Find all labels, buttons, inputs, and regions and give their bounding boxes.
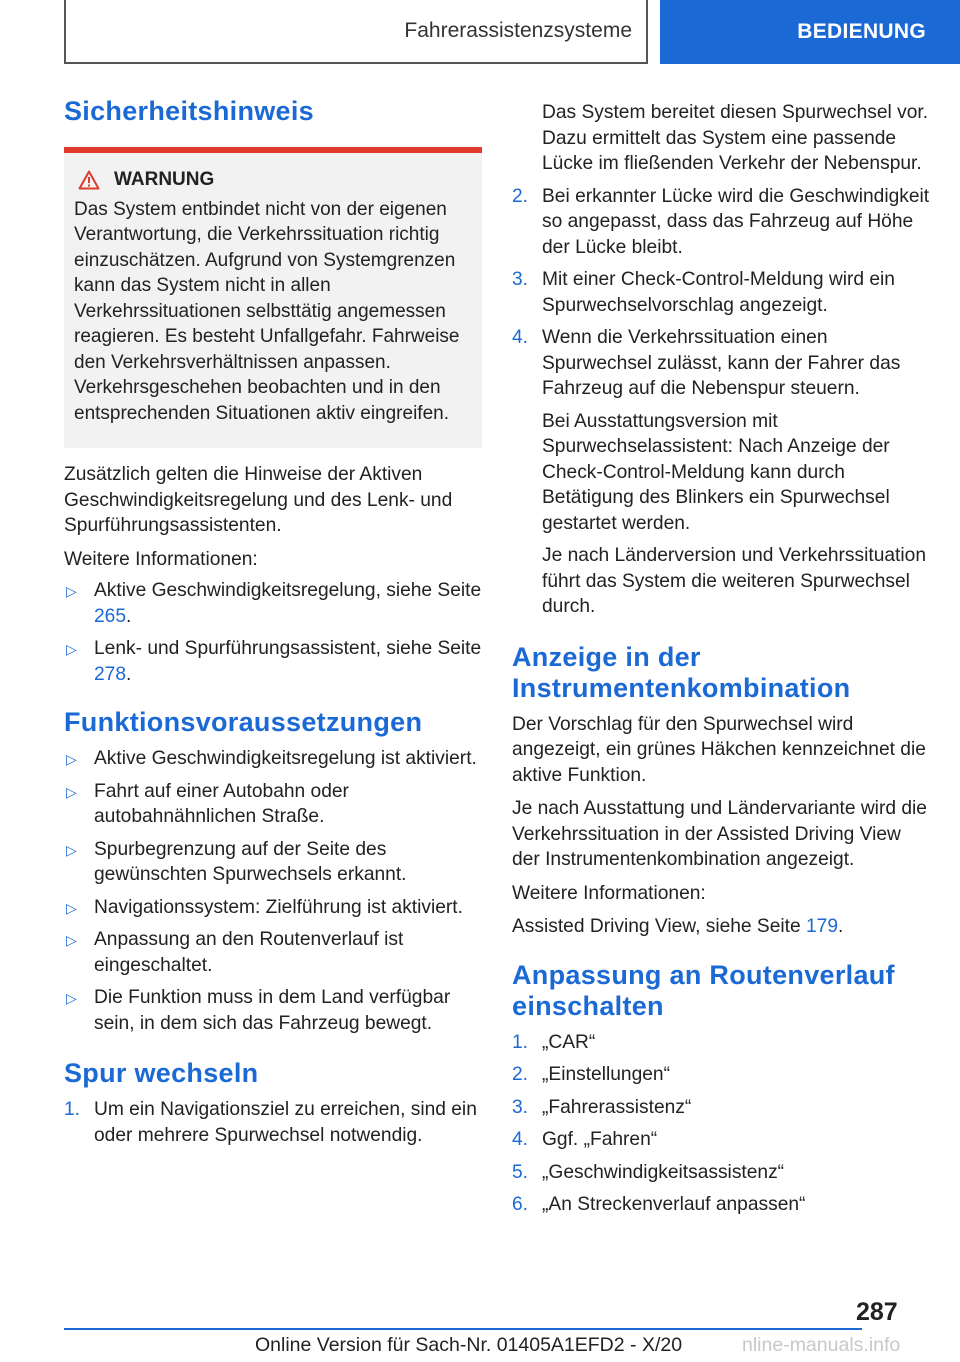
heading-lane-change: Spur wechseln: [64, 1058, 259, 1088]
triangle-bullet-icon: ▷: [66, 751, 77, 767]
header-chapter-tab: [660, 0, 960, 64]
step-number: 4.: [512, 1129, 529, 1150]
footer-watermark: nline-manuals.info: [742, 1334, 901, 1356]
heading-display: Anzeige in der Instrumentenkombination: [512, 641, 851, 703]
page-link-265[interactable]: 265: [94, 605, 127, 627]
route-adaptation-steps: [512, 1030, 932, 1218]
footer-divider: [64, 1328, 862, 1330]
footer-text: Online Version für Sach-Nr. 01405A1EFD2 - X/20: [255, 1334, 683, 1356]
heading-route-adaptation: Anpassung an Routenverlauf einschalten: [512, 959, 895, 1021]
list-item: 4. Wenn die Verkehrssituation einen Spurwechsel zulässt, kann der Fahrer das Fahrzeug auf die Nebenspur steuern. Bei Ausstattungsversion mit Spurwechselassistent: Nach Anzeige der Check-Control-Meldung kann durch Betätigung des Blinkers ein Spurwechsel gestartet werden. Je nach Länderversion und Verkehrssituation führt das System die weiteren Spurwechsel durch.: [512, 325, 932, 620]
paragraph-reference: Assisted Driving View, siehe Seite 179.: [512, 916, 844, 937]
step-number: 2.: [512, 1064, 529, 1085]
step-number: 2.: [512, 185, 529, 207]
list-item: 2. Bei erkannter Lücke wird die Geschwindigkeit so angepasst, dass das Fahrzeug auf Höhe der Lücke bleibt.: [512, 185, 930, 258]
list-item: 6. „An Streckenverlauf anpassen“: [512, 1192, 932, 1218]
page-link-179[interactable]: 179: [806, 916, 839, 937]
step-number: 1.: [512, 1031, 529, 1053]
list-item: 4. Ggf. „Fahren“: [512, 1127, 932, 1153]
warning-title: WARNUNG: [114, 169, 215, 190]
list-item: ▷ Anpassung an den Routenverlauf ist eingeschaltet.: [66, 929, 404, 976]
lane-change-steps: [64, 1097, 482, 1148]
triangle-bullet-icon: ▷: [66, 899, 77, 916]
list-item: 1. Um ein Navigationsziel zu erreichen, sind ein oder mehrere Spurwechsel notwendig.: [64, 1099, 477, 1146]
header-chapter-title: BEDIENUNG: [797, 20, 926, 43]
list-item: ▷ Fahrt auf einer Autobahn oder autobahnähnlichen Straße.: [66, 780, 349, 827]
warning-box: [64, 153, 482, 448]
paragraph-more-info: Weitere Informationen:: [64, 548, 258, 570]
list-item: ▷ Aktive Geschwindigkeitsregelung, siehe Seite 265.: [66, 580, 482, 627]
warning-triangle-icon: [78, 170, 100, 190]
list-item: 1. „CAR“: [512, 1030, 932, 1056]
right-column: [512, 100, 932, 1225]
triangle-bullet-icon: ▷: [66, 641, 77, 657]
list-item: 2. „Einstellungen“: [512, 1062, 932, 1088]
list-item: Das System bereitet diesen Spurwechsel vor. Dazu ermittelt das System eine passende Lücke im fließenden Verkehr der Nebenspur.: [542, 102, 929, 174]
list-item: ▷ Lenk- und Spurführungsassistent, siehe Seite 278.: [66, 638, 482, 685]
list-item: 3. Mit einer Check-Control-Meldung wird ein Spurwechselvorschlag angezeigt.: [512, 269, 895, 316]
list-item: 3. „Fahrerassistenz“: [512, 1095, 932, 1121]
page-number: 287: [856, 1298, 898, 1326]
step-note: Je nach Länderversion und Verkehrssituation führt das System die weiteren Spurwechsel durch.: [542, 545, 926, 617]
reference-text: Lenk- und Spurführungsassistent, siehe Seite: [94, 638, 482, 659]
triangle-bullet-icon: ▷: [66, 783, 77, 800]
header-section-title: Fahrerassistenzsysteme: [404, 19, 632, 42]
step-number: 1.: [64, 1099, 81, 1120]
list-item: ▷ Aktive Geschwindigkeitsregelung ist aktiviert.: [64, 746, 482, 772]
warning-text: Das System entbindet nicht von der eigenen Verantwortung, die Verkehrssituation richtig einzuschätzen. Aufgrund von Systemgrenzen kann das System nicht in allen Verkehrssituationen selbsttätig angemessen reagieren. Es besteht Unfallgefahr. Fahrweise den Verkehrsverhältnissen anpassen. Verkehrsgeschehen beobachten und in den entsprechenden Situationen aktiv eingreifen.: [74, 198, 460, 424]
triangle-bullet-icon: ▷: [66, 990, 77, 1006]
reference-list: [64, 578, 482, 687]
step-number: 6.: [512, 1194, 529, 1215]
reference-text: Aktive Geschwindigkeitsregelung, siehe Seite: [94, 580, 482, 601]
lane-change-steps-continued: [512, 100, 932, 620]
step-number: 5.: [512, 1161, 529, 1183]
warning-header: [74, 167, 472, 193]
paragraph-display-2: Je nach Ausstattung und Ländervariante wird die Verkehrssituation in der Assisted Driving View der Instrumentenkombination angezeigt.: [512, 798, 927, 870]
left-column: [64, 96, 482, 1155]
header-section-tab: [64, 0, 648, 64]
step-note: Bei Ausstattungsversion mit Spurwechselassistent: Nach Anzeige der Check-Control-Meldung kann durch Betätigung des Blinkers ein Spurwechsel gestartet werden.: [542, 410, 890, 534]
paragraph-more-info: Weitere Informationen:: [512, 882, 706, 904]
page-link-278[interactable]: 278: [94, 663, 127, 685]
heading-prerequisites: Funktionsvoraussetzungen: [64, 707, 423, 737]
list-item: ▷ Spurbegrenzung auf der Seite des gewünschten Spurwechsels erkannt.: [66, 838, 407, 885]
list-item: ▷ Die Funktion muss in dem Land verfügbar sein, in dem sich das Fahrzeug bewegt.: [66, 987, 451, 1034]
heading-safety: Sicherheitshinweis: [64, 96, 314, 126]
prerequisite-list: [64, 746, 482, 1036]
triangle-bullet-icon: ▷: [66, 583, 77, 599]
paragraph-display-1: Der Vorschlag für den Spurwechsel wird angezeigt, ein grünes Häkchen kennzeichnet die aktive Funktion.: [512, 713, 926, 786]
paragraph-additional: Zusätzlich gelten die Hinweise der Aktiven Geschwindigkeitsregelung und des Lenk- und Spurführungsassistenten.: [64, 464, 453, 536]
step-number: 3.: [512, 269, 529, 290]
step-number: 3.: [512, 1096, 529, 1118]
step-number: 4.: [512, 327, 529, 348]
triangle-bullet-icon: ▷: [66, 932, 77, 948]
triangle-bullet-icon: ▷: [66, 841, 77, 858]
list-item: ▷ Navigationssystem: Zielführung ist aktiviert.: [64, 895, 482, 921]
list-item: 5. „Geschwindigkeitsassistenz“: [512, 1160, 932, 1186]
